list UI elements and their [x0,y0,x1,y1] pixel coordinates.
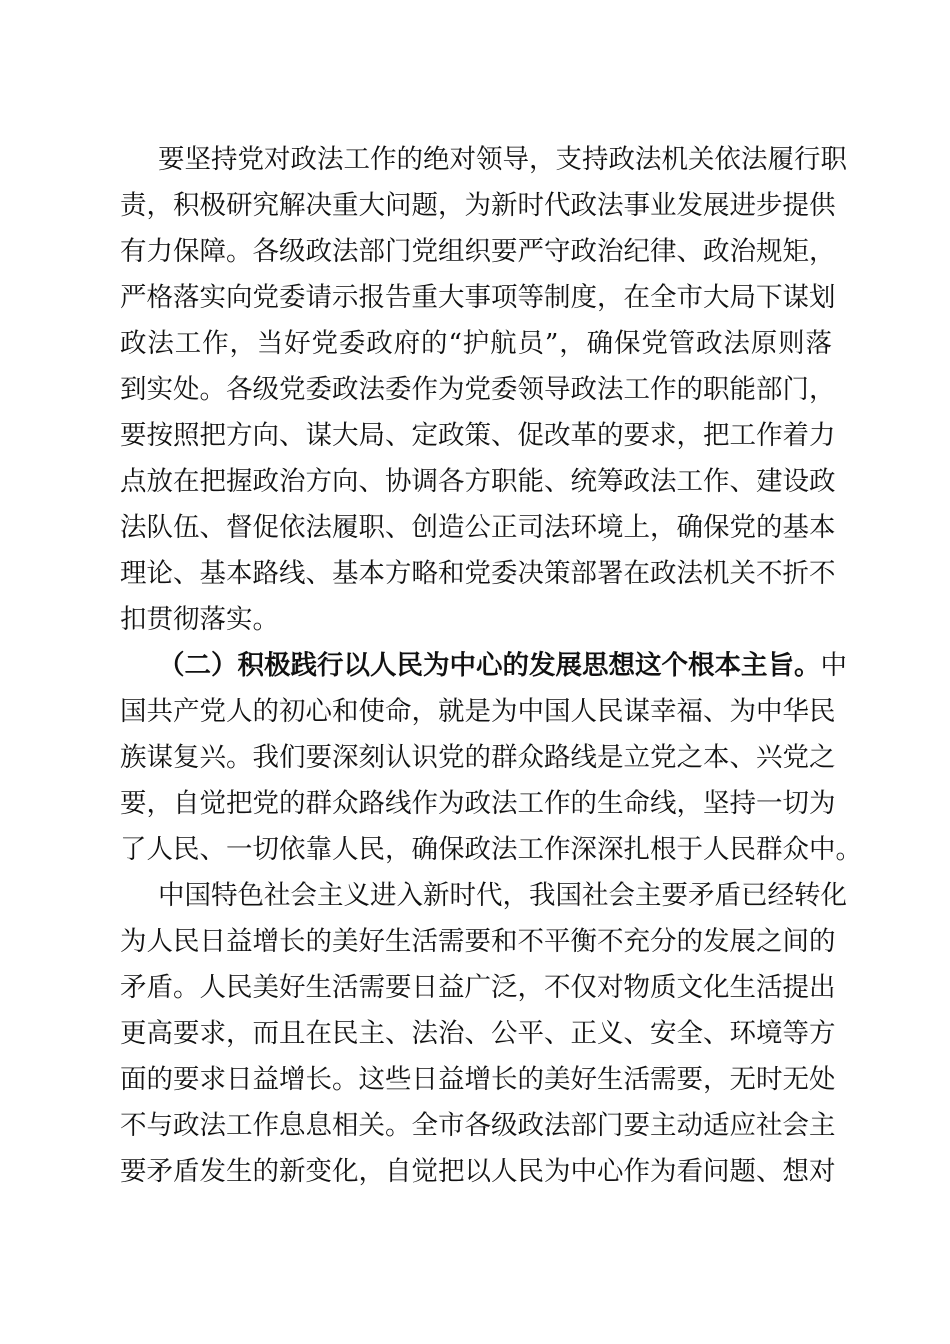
text-line: 理论、基本路线、基本方略和党委决策部署在政法机关不折不 [120,558,836,589]
text-line: 要，自觉把党的群众路线作为政法工作的生命线，坚持一切为 [120,788,836,819]
heading-line-tail: 中 [820,650,847,681]
text-line: 严格落实向党委请示报告重大事项等制度，在全市大局下谋划 [120,282,836,313]
text-line: 为人民日益增长的美好生活需要和不平衡不充分的发展之间的 [120,926,836,957]
text-line: 政法工作，当好党委政府的“护航员”，确保党管政法原则落 [120,328,832,359]
text-line: 要坚持党对政法工作的绝对领导，支持政法机关依法履行职 [158,144,847,175]
section-heading-line [158,646,847,686]
text-line: 责，积极研究解决重大问题，为新时代政法事业发展进步提供 [120,190,836,221]
text-line: 到实处。各级党委政法委作为党委领导政法工作的职能部门， [120,374,836,405]
text-line: 不与政法工作息息相关。全市各级政法部门要主动适应社会主 [120,1110,836,1141]
text-line: 要矛盾发生的新变化，自觉把以人民为中心作为看问题、想对 [120,1156,836,1187]
text-line: 面的要求日益增长。这些日益增长的美好生活需要，无时无处 [120,1064,836,1095]
text-line: 法队伍、督促依法履职、创造公正司法环境上，确保党的基本 [120,512,836,543]
text-line: 点放在把握政治方向、协调各方职能、统筹政法工作、建设政 [120,466,836,497]
text-line: 更高要求，而且在民主、法治、公平、正义、安全、环境等方 [120,1018,836,1049]
section-heading: （二）积极践行以人民为中心的发展思想这个根本主旨。 [158,650,821,681]
text-line: 族谋复兴。我们要深刻认识党的群众路线是立党之本、兴党之 [120,742,836,773]
text-line: 国共产党人的初心和使命，就是为中国人民谋幸福、为中华民 [120,696,836,727]
text-line: 矛盾。人民美好生活需要日益广泛，不仅对物质文化生活提出 [120,972,836,1003]
text-line: 要按照把方向、谋大局、定政策、促改革的要求，把工作着力 [120,420,836,451]
text-line: 中国特色社会主义进入新时代，我国社会主要矛盾已经转化 [158,880,847,911]
text-line: 了人民、一切依靠人民，确保政法工作深深扎根于人民群众中。 [120,834,862,865]
text-line: 有力保障。各级政法部门党组织要严守政治纪律、政治规矩， [120,236,836,267]
text-line: 扣贯彻落实。 [120,604,279,635]
